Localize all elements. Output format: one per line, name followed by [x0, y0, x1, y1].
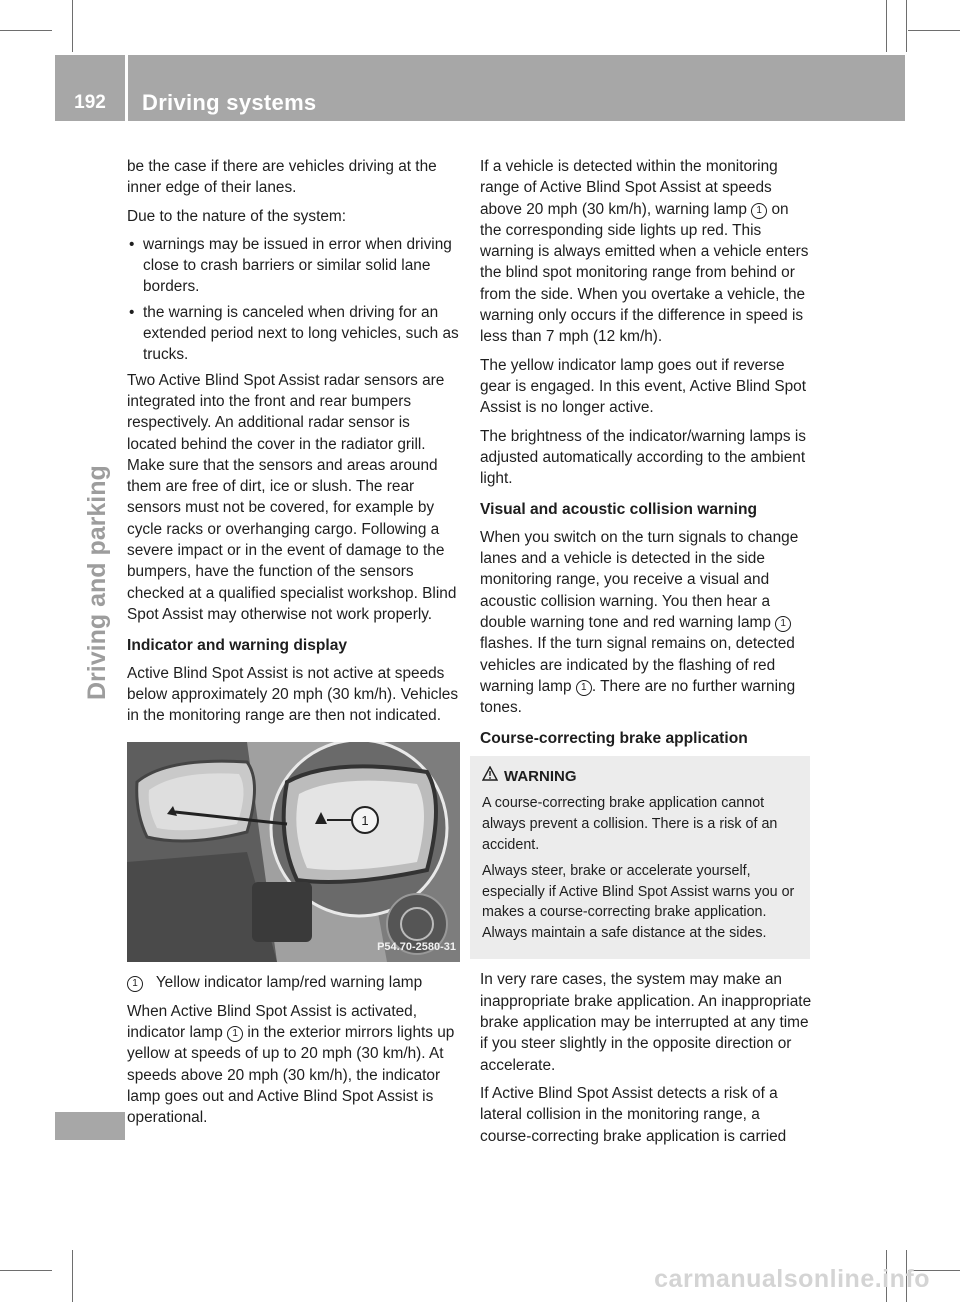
paragraph: Due to the nature of the system:: [127, 207, 347, 225]
svg-text:1: 1: [361, 813, 369, 829]
caption-text: Yellow indicator lamp/red warning lamp: [155, 974, 423, 992]
warning-paragraph: Always steer, brake or accelerate yourself, especially if Active Blind Spot Assist warns you or makes a course-correcting brake application. Always maintain a safe distance at the sides.: [482, 863, 795, 941]
right-column: [480, 156, 813, 1154]
crop-mark: [908, 30, 960, 31]
text-run: When you switch on the turn signals to change lanes and a vehicle is detected in the side monitoring range, you receive a visual and acoustic collision warning. You then hear a double warning tone and red warning lamp: [480, 528, 799, 631]
side-marker: [55, 1112, 125, 1140]
subheading: Visual and acoustic collision warning: [480, 501, 758, 519]
warning-paragraph: A course-correcting brake application cannot always prevent a collision. There is a risk of an accident.: [482, 795, 778, 853]
paragraph: [480, 527, 813, 719]
warning-title: WARNING: [504, 767, 577, 785]
paragraph: The yellow indicator lamp goes out if reverse gear is engaged. In this event, Active Blind Spot Assist is no longer active.: [480, 356, 806, 417]
paragraph: [127, 1001, 460, 1129]
text-run: When Active Blind Spot Assist is activated, indicator lamp: [127, 1002, 417, 1042]
warning-triangle-icon: [482, 766, 498, 788]
paragraph: be the case if there are vehicles driving at the inner edge of their lanes.: [127, 158, 437, 197]
paragraph: Two Active Blind Spot Assist radar sensors are integrated into the front and rear bumpers respectively. An additional radar sensor is located behind the cover in the radiator grill. Make sure that the sensors and areas around them are free of dirt, ice or slush. The rear sensors must not be covered, for example by cycle racks or overhanging cargo. Following a severe impact or in the event of damage to the bumpers, have the function of the sensors checked at a qualified specialist workshop. Blind Spot Assist may otherwise not work properly.: [127, 371, 457, 623]
text-run: flashes. If the turn signal remains on, detected vehicles are indicated by the flashing of red warning lamp: [480, 635, 795, 695]
crop-mark: [906, 0, 907, 52]
callout-1-icon: 1: [127, 976, 143, 992]
header-divider: [125, 55, 128, 121]
text-run: . There are no further warning tones.: [480, 677, 796, 717]
mirror-figure: [127, 742, 460, 962]
paragraph: [480, 156, 813, 348]
watermark: carmanualsonline.info: [654, 1265, 930, 1293]
callout-1-icon: 1: [227, 1026, 243, 1042]
bullet-item: • the warning is canceled when driving for an extended period next to long vehicles, such as trucks.: [127, 302, 460, 366]
page-number: 192: [74, 92, 106, 113]
callout-1-icon: 1: [576, 680, 592, 696]
mirror-illustration: [127, 742, 460, 962]
side-label-text: Driving and parking: [83, 465, 111, 700]
crop-mark: [0, 30, 52, 31]
crop-mark: [72, 1250, 73, 1302]
paragraph: In very rare cases, the system may make an inappropriate brake application. An inappropriate brake application may be interrupted at any time if you steer slightly in the opposite direction or accelerate.: [480, 971, 812, 1074]
figure-caption: [127, 972, 460, 993]
side-label: [83, 240, 119, 700]
text-run: in the exterior mirrors lights up yellow at speeds of up to 20 mph (30 km/h). At speeds above 20 mph (30 km/h), the indicator lamp goes out and Active Blind Spot Assist is operational.: [127, 1024, 455, 1127]
text-run: on the corresponding side lights up red. This warning is always emitted when a vehicle enters the blind spot monitoring range from behind or from the side. When you overtake a vehicle, the warning only occurs if the difference in speed is less than 7 mph (12 km/h).: [480, 200, 809, 346]
crop-mark: [72, 0, 73, 52]
paragraph: If Active Blind Spot Assist detects a risk of a lateral collision in the monitoring range, a course-correcting brake application is carried: [480, 1084, 787, 1145]
warning-box: [470, 756, 810, 960]
crop-mark: [886, 0, 887, 52]
warning-header: [482, 766, 800, 788]
subheading: Course-correcting brake application: [480, 730, 748, 748]
section-title: Driving systems: [142, 90, 317, 115]
crop-mark: [0, 1270, 52, 1271]
paragraph: Active Blind Spot Assist is not active at speeds below approximately 20 mph (30 km/h). Vehicles in the monitoring range are then not indicated.: [127, 664, 459, 725]
text-run: If a vehicle is detected within the monitoring range of Active Blind Spot Assist at speeds above 20 mph (30 km/h), warning lamp: [480, 158, 778, 218]
paragraph: The brightness of the indicator/warning lamps is adjusted automatically according to the ambient light.: [480, 427, 806, 488]
figure-code: P54.70-2580-31: [377, 941, 456, 954]
callout-1-icon: 1: [751, 203, 767, 219]
subheading: Indicator and warning display: [127, 637, 348, 655]
callout-1-icon: 1: [775, 616, 791, 632]
left-column: [127, 156, 460, 1136]
bullet-item: • warnings may be issued in error when driving close to crash barriers or similar solid lane borders.: [127, 234, 460, 298]
